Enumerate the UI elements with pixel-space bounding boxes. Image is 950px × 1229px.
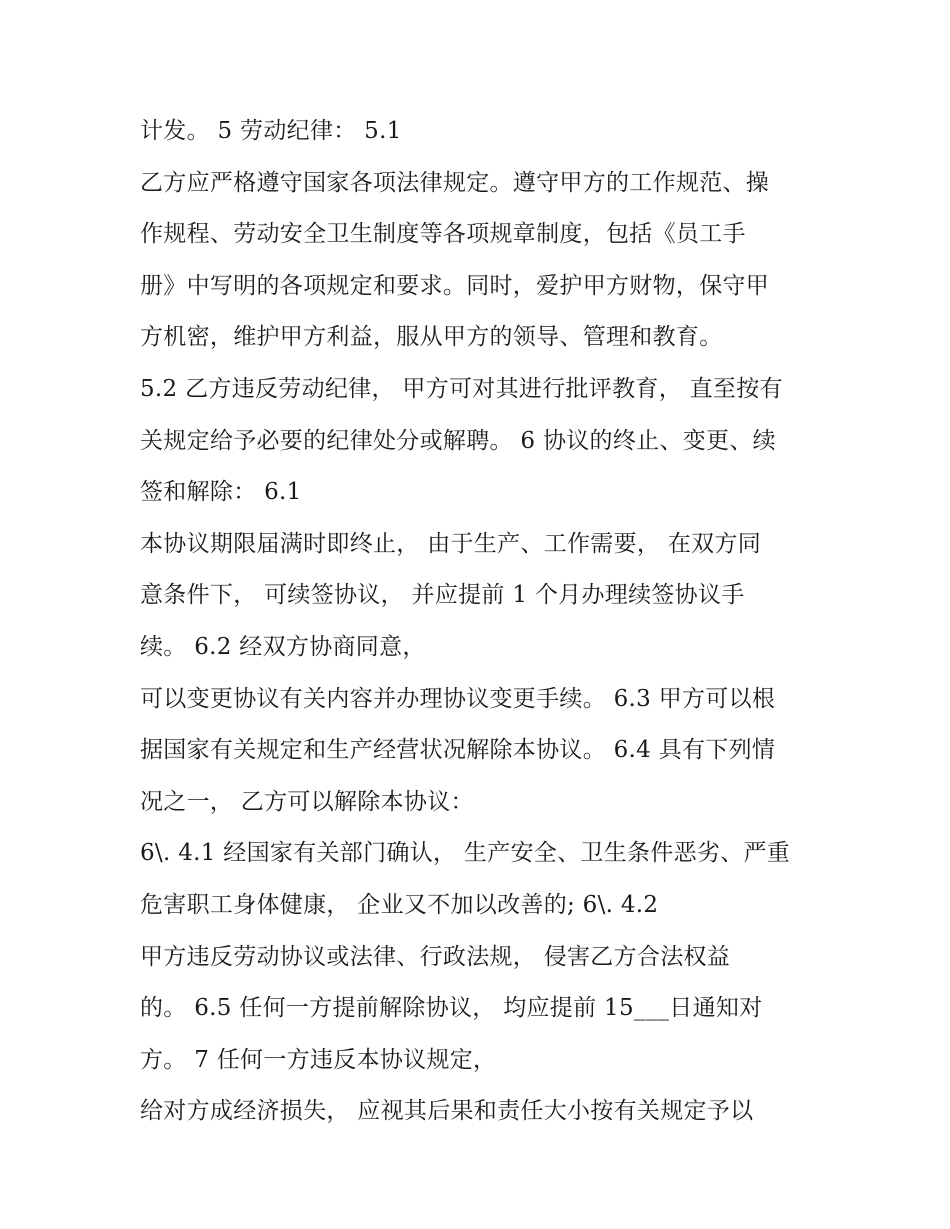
text-line: 的。 6.5 任何一方提前解除协议， 均应提前 15___日通知对 <box>140 995 763 1022</box>
text-line: 册》中写明的各项规定和要求。同时，爱护甲方财物，保守甲 <box>140 272 770 299</box>
document-body <box>140 106 840 1138</box>
text-line: 方机密，维护甲方利益，服从甲方的领导、管理和教育。 <box>140 324 723 351</box>
text-line: 关规定给予必要的纪律处分或解聘。 6 协议的终止、变更、续 <box>140 427 776 454</box>
text-line: 方。 7 任何一方违反本协议规定， <box>140 1046 497 1073</box>
text-line: 甲方违反劳动协议或法律、行政法规， 侵害乙方合法权益 <box>140 943 731 970</box>
text-line: 续。 6.2 经双方协商同意， <box>140 633 426 660</box>
text-line: 6\. 4.1 经国家有关部门确认， 生产安全、卫生条件恶劣、严重 <box>140 840 791 867</box>
text-line: 本协议期限届满时即终止， 由于生产、工作需要， 在双方同 <box>140 530 762 557</box>
text-line: 给对方成经济损失， 应视其后果和责任大小按有关规定予以 <box>140 1098 754 1125</box>
text-line: 计发。 5 劳动纪律： 5.1 <box>140 118 402 144</box>
text-line: 作规程、劳动安全卫生制度等各项规章制度，包括《员工手 <box>140 221 746 248</box>
text-line: 危害职工身体健康， 企业又不加以改善的; 6\. 4.2 <box>140 891 659 918</box>
text-line: 签和解除： 6.1 <box>140 479 302 506</box>
text-line: 意条件下， 可续签协议， 并应提前 1 个月办理续签协议手 <box>140 582 745 609</box>
text-line: 乙方应严格遵守国家各项法律规定。遵守甲方的工作规范、操 <box>140 169 770 196</box>
text-line: 5.2 乙方违反劳动纪律， 甲方可对其进行批评教育， 直至按有 <box>140 375 783 402</box>
text-line: 据国家有关规定和生产经营状况解除本协议。 6.4 具有下列情 <box>140 737 776 764</box>
text-line: 可以变更协议有关内容并办理协议变更手续。 6.3 甲方可以根 <box>140 685 776 712</box>
text-line: 况之一， 乙方可以解除本协议： <box>140 788 474 815</box>
